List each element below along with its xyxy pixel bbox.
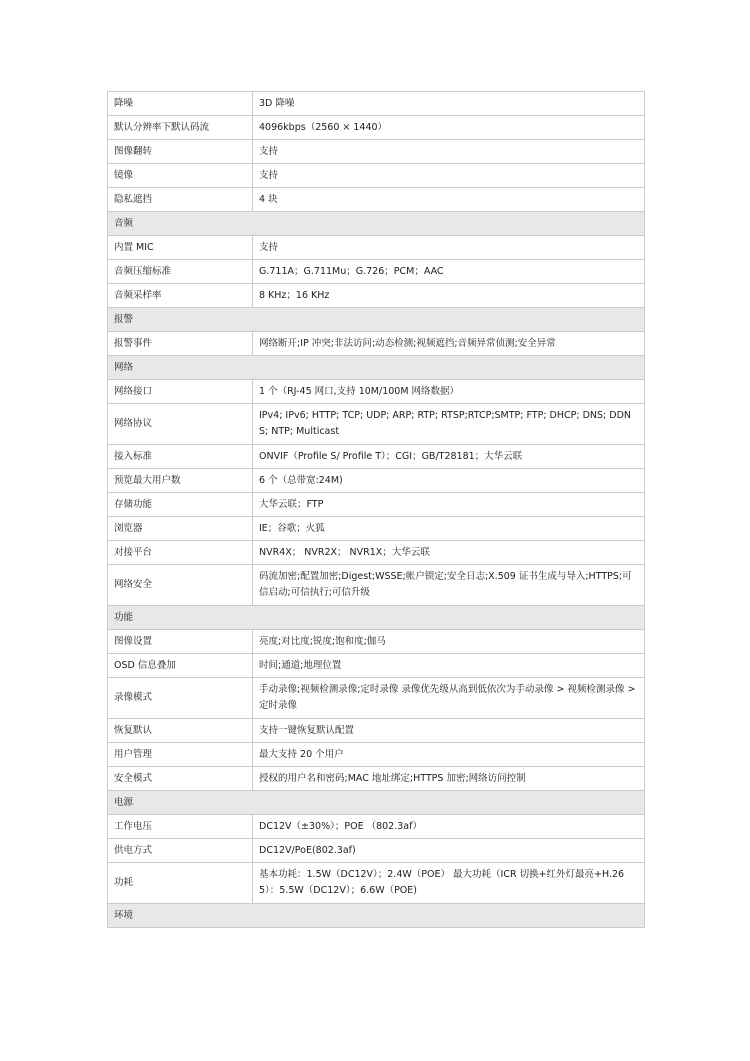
spec-row <box>108 743 645 767</box>
spec-row <box>108 517 645 541</box>
spec-row <box>108 654 645 678</box>
spec-value: 码流加密;配置加密;Digest;WSSE;帐户锁定;安全日志;X.509 证书生成与导入;HTTPS;可信启动;可信执行;可信升级 <box>253 565 645 606</box>
spec-label: 报警事件 <box>108 332 253 356</box>
spec-row <box>108 140 645 164</box>
spec-row <box>108 469 645 493</box>
spec-label: 录像模式 <box>108 678 253 719</box>
spec-value: 最大支持 20 个用户 <box>253 743 645 767</box>
section-title: 网络 <box>108 356 645 380</box>
spec-value: 3D 降噪 <box>253 92 645 116</box>
spec-value: ONVIF（Profile S/ Profile T）；CGI；GB/T28181；大华云联 <box>253 445 645 469</box>
spec-value: 4 块 <box>253 188 645 212</box>
spec-label: 网络安全 <box>108 565 253 606</box>
section-header-row <box>108 791 645 815</box>
section-title: 报警 <box>108 308 645 332</box>
spec-value: DC12V（±30%）；POE （802.3af） <box>253 815 645 839</box>
spec-row <box>108 678 645 719</box>
spec-row <box>108 863 645 904</box>
spec-label: 图像设置 <box>108 630 253 654</box>
spec-value: 时间;通道;地理位置 <box>253 654 645 678</box>
spec-row <box>108 839 645 863</box>
spec-label: 接入标准 <box>108 445 253 469</box>
spec-value: IE；谷歌；火狐 <box>253 517 645 541</box>
spec-value: 支持 <box>253 164 645 188</box>
spec-value: G.711A；G.711Mu；G.726；PCM；AAC <box>253 260 645 284</box>
spec-row <box>108 92 645 116</box>
spec-row <box>108 380 645 404</box>
spec-value: 支持 <box>253 236 645 260</box>
spec-label: 安全模式 <box>108 767 253 791</box>
section-header-row <box>108 904 645 928</box>
spec-row <box>108 116 645 140</box>
spec-label: 镜像 <box>108 164 253 188</box>
spec-row <box>108 445 645 469</box>
spec-label: 默认分辨率下默认码流 <box>108 116 253 140</box>
spec-value: 亮度;对比度;锐度;饱和度;伽马 <box>253 630 645 654</box>
section-header-row <box>108 212 645 236</box>
spec-label: 工作电压 <box>108 815 253 839</box>
spec-label: 网络协议 <box>108 404 253 445</box>
spec-value: 4096kbps（2560 × 1440） <box>253 116 645 140</box>
spec-value: 6 个（总带宽:24M) <box>253 469 645 493</box>
spec-value: 手动录像;视频检测录像;定时录像 录像优先级从高到低依次为手动录像 > 视频检测录像 > 定时录像 <box>253 678 645 719</box>
spec-row <box>108 260 645 284</box>
spec-row <box>108 284 645 308</box>
spec-row <box>108 565 645 606</box>
spec-value: 8 KHz；16 KHz <box>253 284 645 308</box>
spec-row <box>108 164 645 188</box>
spec-value: 基本功耗：1.5W（DC12V）；2.4W（POE） 最大功耗（ICR 切换+红外灯最亮+H.265）：5.5W（DC12V）；6.6W（POE) <box>253 863 645 904</box>
spec-value: 大华云联；FTP <box>253 493 645 517</box>
spec-value: 授权的用户名和密码;MAC 地址绑定;HTTPS 加密;网络访问控制 <box>253 767 645 791</box>
section-title: 电源 <box>108 791 645 815</box>
section-title: 环境 <box>108 904 645 928</box>
section-header-row <box>108 308 645 332</box>
spec-label: 音频采样率 <box>108 284 253 308</box>
spec-label: 降噪 <box>108 92 253 116</box>
spec-value: IPv4; IPv6; HTTP; TCP; UDP; ARP; RTP; RTSP;RTCP;SMTP; FTP; DHCP; DNS; DDNS; NTP; Multicast <box>253 404 645 445</box>
spec-label: 用户管理 <box>108 743 253 767</box>
spec-label: 隐私遮挡 <box>108 188 253 212</box>
spec-value: 1 个（RJ-45 网口,支持 10M/100M 网络数据） <box>253 380 645 404</box>
spec-label: 恢复默认 <box>108 719 253 743</box>
spec-value: 支持 <box>253 140 645 164</box>
spec-value: 支持一键恢复默认配置 <box>253 719 645 743</box>
spec-value: 网络断开;IP 冲突;非法访问;动态检测;视频遮挡;音频异常侦测;安全异常 <box>253 332 645 356</box>
spec-label: 浏览器 <box>108 517 253 541</box>
spec-label: OSD 信息叠加 <box>108 654 253 678</box>
spec-label: 图像翻转 <box>108 140 253 164</box>
spec-row <box>108 719 645 743</box>
spec-label: 对接平台 <box>108 541 253 565</box>
spec-value: NVR4X； NVR2X； NVR1X；大华云联 <box>253 541 645 565</box>
spec-label: 存储功能 <box>108 493 253 517</box>
spec-row <box>108 188 645 212</box>
spec-row <box>108 236 645 260</box>
spec-row <box>108 541 645 565</box>
spec-label: 内置 MIC <box>108 236 253 260</box>
spec-row <box>108 404 645 445</box>
section-title: 功能 <box>108 606 645 630</box>
section-title: 音频 <box>108 212 645 236</box>
spec-row <box>108 767 645 791</box>
spec-row <box>108 493 645 517</box>
spec-label: 供电方式 <box>108 839 253 863</box>
spec-table <box>107 91 645 928</box>
section-header-row <box>108 606 645 630</box>
spec-label: 功耗 <box>108 863 253 904</box>
spec-label: 网络接口 <box>108 380 253 404</box>
spec-row <box>108 815 645 839</box>
spec-row <box>108 630 645 654</box>
spec-row <box>108 332 645 356</box>
spec-label: 预览最大用户数 <box>108 469 253 493</box>
section-header-row <box>108 356 645 380</box>
spec-value: DC12V/PoE(802.3af) <box>253 839 645 863</box>
spec-label: 音频压缩标准 <box>108 260 253 284</box>
spec-table-body <box>108 92 645 928</box>
